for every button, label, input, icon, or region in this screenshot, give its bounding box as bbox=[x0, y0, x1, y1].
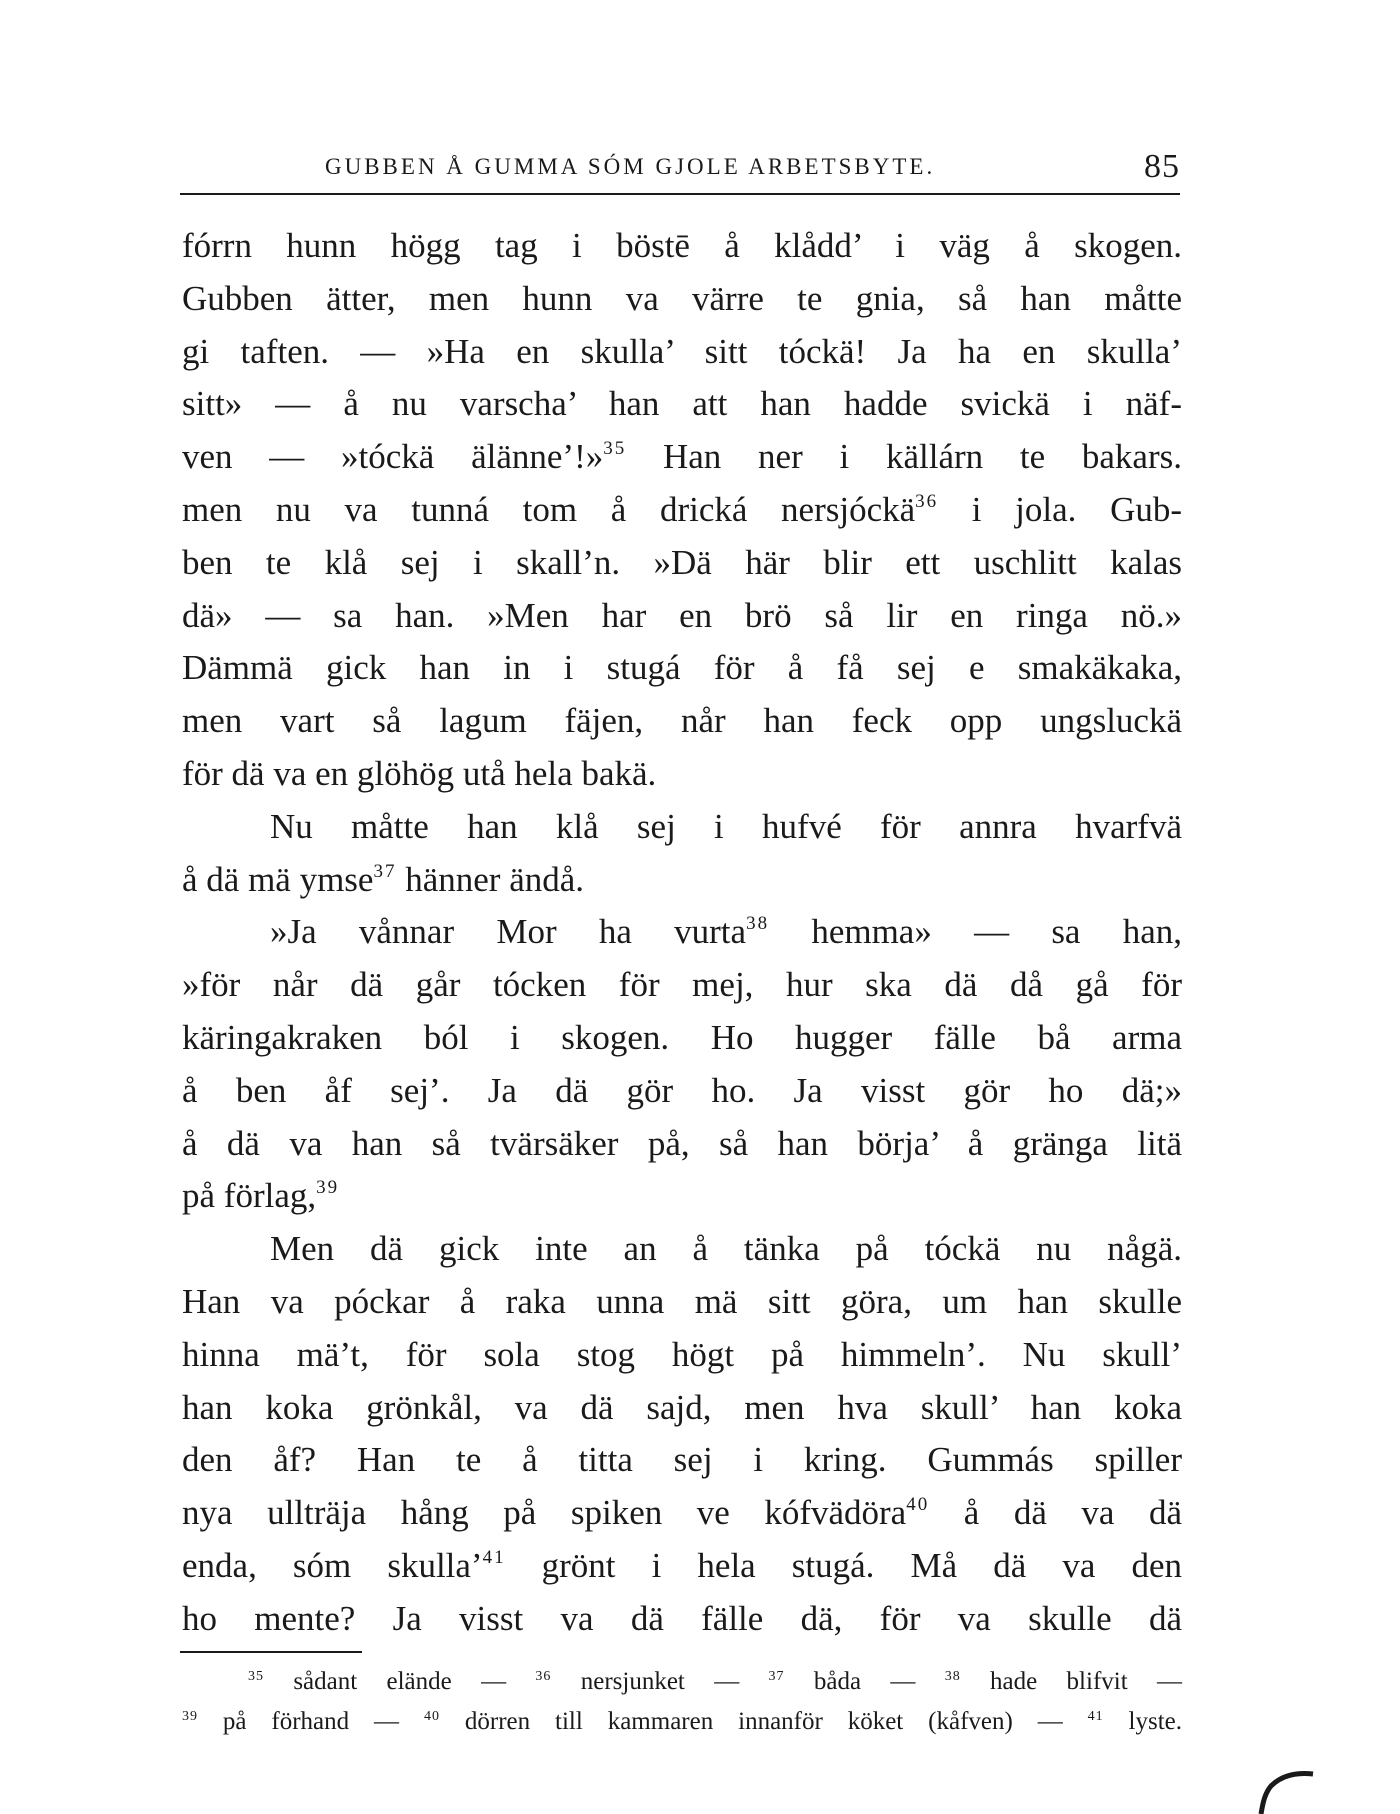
body-text bbox=[182, 220, 1182, 1646]
text-line bbox=[182, 1276, 1182, 1329]
line-text: käringakraken ból i skogen. Ho hugger fälle bå arma bbox=[182, 1017, 1182, 1057]
text-line bbox=[182, 1012, 1182, 1065]
text-line bbox=[182, 378, 1182, 431]
text-line bbox=[182, 1434, 1182, 1487]
line-text: å dä mä ymse bbox=[182, 859, 374, 899]
line-text: gi taften. — »Ha en skulla’ sitt tóckä! Ja ha en skulla’ bbox=[182, 331, 1182, 371]
footnote-ref: 41 bbox=[482, 1546, 506, 1568]
line-text: »Ja vånnar Mor ha vurta bbox=[270, 912, 747, 952]
footnote-text: lyste. bbox=[1103, 1708, 1183, 1735]
text-line bbox=[182, 1329, 1182, 1382]
footnote-ref: 40 bbox=[906, 1494, 930, 1516]
footnote-text: nersjunket — bbox=[551, 1668, 769, 1695]
footnote-ref: 35 bbox=[603, 438, 627, 460]
line-text: men vart så lagum fäjen, når han feck opp ungsluckä bbox=[182, 701, 1182, 741]
footnote-number: 35 bbox=[248, 1669, 264, 1684]
footnote-text: båda — bbox=[784, 1668, 945, 1695]
text-line bbox=[182, 326, 1182, 379]
text-line bbox=[182, 695, 1182, 748]
line-text: hänner ändå. bbox=[396, 859, 585, 899]
footnote-number: 39 bbox=[182, 1709, 198, 1724]
footnote-text: på förhand — bbox=[198, 1708, 424, 1735]
text-line bbox=[182, 748, 1182, 801]
line-text: han koka grönkål, va dä sajd, men hva skull’ han koka bbox=[182, 1387, 1182, 1427]
text-line bbox=[182, 484, 1182, 537]
text-line bbox=[182, 273, 1182, 326]
line-text: å dä va han så tvärsäker på, så han börja’ å gränga litä bbox=[182, 1123, 1182, 1163]
footnote-ref: 36 bbox=[915, 490, 939, 512]
footnote-ref: 38 bbox=[746, 913, 770, 935]
text-line bbox=[182, 1118, 1182, 1171]
text-line bbox=[182, 537, 1182, 590]
line-text: på förlag, bbox=[182, 1176, 317, 1216]
text-line bbox=[182, 1593, 1182, 1646]
text-line bbox=[182, 854, 1182, 907]
line-text: enda, sóm skulla’ bbox=[182, 1545, 483, 1585]
page-edge-mark bbox=[1255, 1760, 1315, 1814]
text-line bbox=[182, 801, 1182, 854]
text-line bbox=[182, 1382, 1182, 1435]
text-line bbox=[182, 906, 1182, 959]
footnotes bbox=[182, 1662, 1182, 1742]
line-text: grönt i hela stugá. Må dä va den bbox=[505, 1545, 1182, 1585]
text-line bbox=[182, 642, 1182, 695]
line-text: i jola. Gub- bbox=[938, 489, 1182, 529]
text-line bbox=[182, 1065, 1182, 1118]
line-text: Han ner i källárn te bakars. bbox=[626, 437, 1182, 477]
line-text: Nu måtte han klå sej i hufvé för annra hvarfvä bbox=[270, 806, 1182, 846]
line-text: ven — »tóckä älänne’!» bbox=[182, 437, 604, 477]
footnote-line bbox=[182, 1702, 1182, 1742]
footnote-number: 41 bbox=[1087, 1709, 1104, 1724]
footnote-number: 40 bbox=[423, 1709, 440, 1724]
running-head bbox=[180, 148, 1180, 188]
text-line bbox=[182, 1223, 1182, 1276]
line-text: hinna mä’t, för sola stog högt på himmeln’. Nu skull’ bbox=[182, 1334, 1182, 1374]
text-line bbox=[182, 220, 1182, 273]
footnote-number: 38 bbox=[944, 1669, 961, 1684]
text-line bbox=[182, 1487, 1182, 1540]
footnote-rule bbox=[180, 1651, 362, 1653]
line-text: »för når dä går tócken för mej, hur ska dä då gå för bbox=[182, 965, 1182, 1005]
footnote-text: sådant elände — bbox=[264, 1668, 536, 1695]
text-line bbox=[182, 1540, 1182, 1593]
footnote-number: 36 bbox=[535, 1669, 552, 1684]
header-rule bbox=[180, 193, 1180, 195]
footnote-text: hade blifvit — bbox=[960, 1668, 1182, 1695]
line-text: Han va póckar å raka unna mä sitt göra, um han skulle bbox=[182, 1281, 1182, 1321]
line-text: dä» — sa han. »Men har en brö så lir en ringa nö.» bbox=[182, 595, 1182, 635]
text-line bbox=[182, 431, 1182, 484]
line-text: Dämmä gick han in i stugá för å få sej e smakäkaka, bbox=[182, 648, 1182, 688]
text-line bbox=[182, 959, 1182, 1012]
page-number: 85 bbox=[1144, 148, 1180, 185]
line-text: för dä va en glöhög utå hela bakä. bbox=[182, 753, 657, 793]
footnote-line bbox=[182, 1662, 1182, 1702]
text-line bbox=[182, 590, 1182, 643]
line-text: å dä va dä bbox=[929, 1493, 1182, 1533]
line-text: ho mente? Ja visst va dä fälle dä, för va skulle dä bbox=[182, 1598, 1182, 1638]
line-text: Men dä gick inte an å tänka på tóckä nu någä. bbox=[270, 1229, 1182, 1269]
footnote-ref: 39 bbox=[316, 1177, 340, 1199]
line-text: hemma» — sa han, bbox=[769, 912, 1182, 952]
line-text: fórrn hunn högg tag i böstē å klådd’ i väg å skogen. bbox=[182, 226, 1182, 265]
footnote-ref: 37 bbox=[373, 860, 397, 882]
footnote-text: dörren till kammaren innanför köket (kåfven) — bbox=[439, 1708, 1088, 1735]
line-text: ben te klå sej i skall’n. »Dä här blir ett uschlitt kalas bbox=[182, 542, 1182, 582]
running-title: GUBBEN Å GUMMA SÓM GJOLE ARBETSBYTE. bbox=[325, 154, 936, 179]
line-text: sitt» — å nu varscha’ han att han hadde svickä i näf- bbox=[182, 384, 1182, 424]
line-text: den åf? Han te å titta sej i kring. Gummás spiller bbox=[182, 1440, 1182, 1480]
footnote-number: 37 bbox=[768, 1669, 785, 1684]
line-text: å ben åf sej’. Ja dä gör ho. Ja visst gör ho dä;» bbox=[182, 1070, 1182, 1110]
text-line bbox=[182, 1170, 1182, 1223]
line-text: men nu va tunná tom å drická nersjóckä bbox=[182, 489, 916, 529]
line-text: nya ullträja hång på spiken ve kófvädöra bbox=[182, 1493, 907, 1533]
line-text: Gubben ätter, men hunn va värre te gnia, så han måtte bbox=[182, 278, 1182, 318]
